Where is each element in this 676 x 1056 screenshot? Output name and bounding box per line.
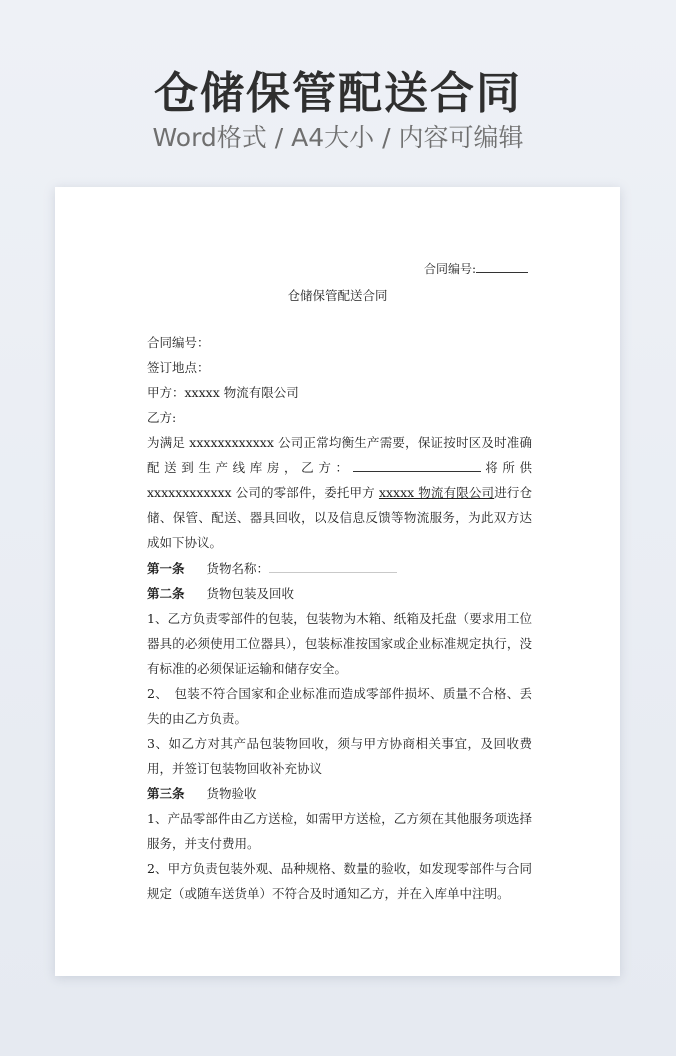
article-2-item-3: 3、如乙方对其产品包装物回收，须与甲方协商相关事宜，及回收费用，并签订包装物回收补充协议 xyxy=(147,736,532,776)
contract-number-label: 合同编号: xyxy=(423,262,476,276)
article-2-label: 第二条 xyxy=(147,586,185,601)
article-3 xyxy=(147,781,532,806)
contract-number-blank xyxy=(476,260,528,273)
preamble-part3: 进行仓储、保管、配送、器具回收，以及信息反馈等物流服务，为此双方达成如下协议。 xyxy=(147,485,532,550)
article-3-label: 第三条 xyxy=(147,786,185,801)
article-1 xyxy=(147,556,532,581)
field-party-b: 乙方: xyxy=(147,410,177,425)
article-2-title: 货物包装及回收 xyxy=(206,586,295,601)
document-title: 仓储保管配送合同 xyxy=(287,288,388,303)
article-2-item-1: 1、乙方负责零部件的包装，包装物为木箱、纸箱及托盘（要求用工位器具的必须使用工位器具），包装标准按国家或企业标准规定执行，没有标准的必须保证运输和储存安全。 xyxy=(147,611,532,676)
article-2 xyxy=(147,581,532,606)
field-party-a: 甲方：xxxxx 物流有限公司 xyxy=(147,385,299,400)
contract-number-header xyxy=(424,260,528,278)
goods-name-blank xyxy=(269,558,397,573)
field-signing-place: 签订地点： xyxy=(147,360,210,375)
party-a-name-underlined: xxxxx 物流有限公司 xyxy=(378,485,495,500)
preamble-paragraph xyxy=(147,430,532,555)
field-contract-no: 合同编号： xyxy=(147,335,210,350)
banner-subtitle: Word格式 / A4大小 / 内容可编辑 xyxy=(152,123,524,152)
preamble-part2: 将所供 xxxxxxxxxxxx 公司的零部件，委托甲方 xyxy=(147,460,532,500)
preamble-part1: 为满足 xxxxxxxxxxxx 公司正常均衡生产需要，保证按时区及时准确配送到生产线库房，乙方： xyxy=(147,435,532,475)
article-3-item-1: 1、产品零部件由乙方送检，如需甲方送检，乙方须在其他服务项选择服务，并支付费用。 xyxy=(147,811,532,851)
article-3-title: 货物验收 xyxy=(206,786,257,801)
party-b-blank xyxy=(353,457,481,472)
document-body xyxy=(147,330,532,906)
article-2-item-2: 2、 包装不符合国家和企业标准而造成零部件损坏、质量不合格、丢失的由乙方负责。 xyxy=(147,686,532,726)
article-1-label: 第一条 xyxy=(147,561,185,576)
article-1-title: 货物名称： xyxy=(206,561,270,576)
banner-title: 仓储保管配送合同 xyxy=(154,68,522,119)
document-page xyxy=(55,187,620,976)
article-3-item-2: 2、甲方负责包装外观、品种规格、数量的验收，如发现零部件与合同规定（或随车送货单）不符合及时通知乙方，并在入库单中注明。 xyxy=(147,861,532,901)
